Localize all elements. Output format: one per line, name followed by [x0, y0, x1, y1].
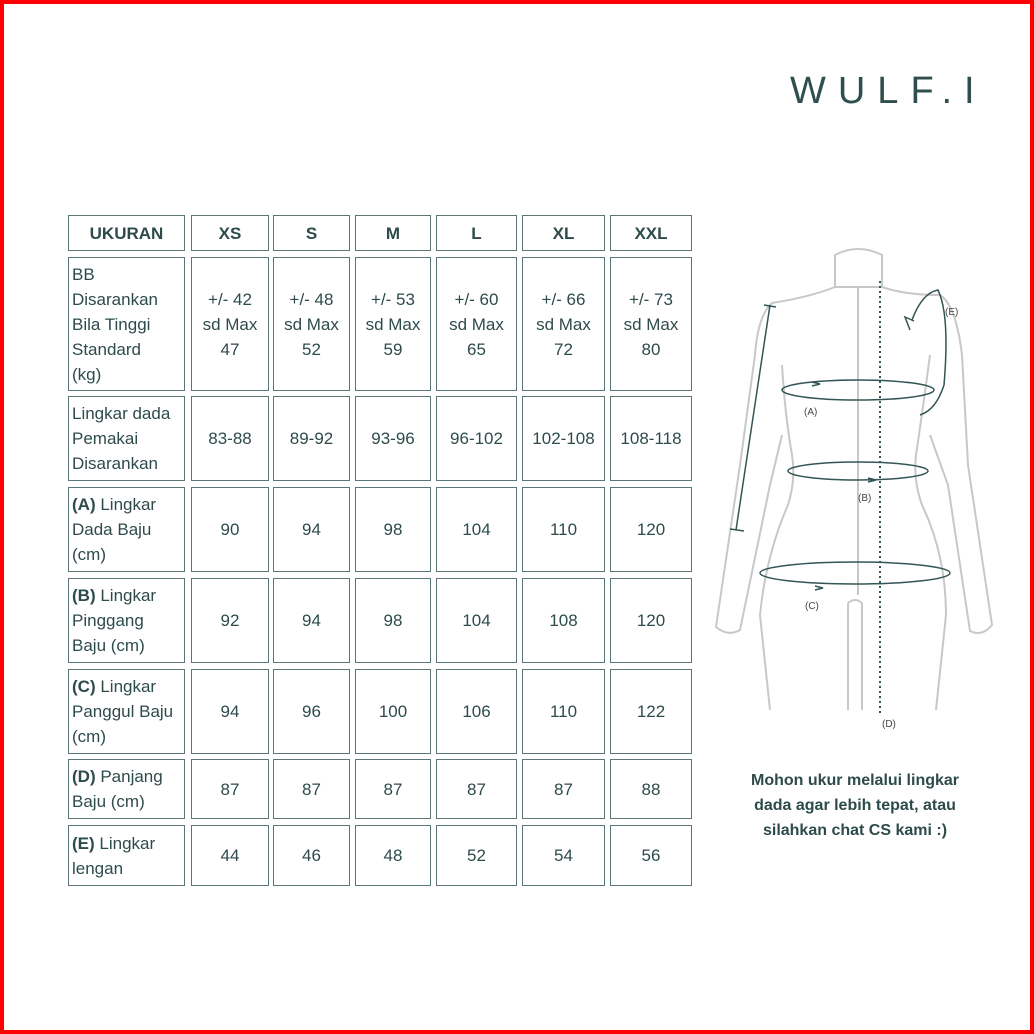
table-cell: [273, 487, 350, 572]
cell-value: 92: [220, 611, 240, 630]
table-cell: [522, 257, 605, 391]
table-cell: [522, 487, 605, 572]
header-size-xxl: XXL: [610, 215, 692, 251]
table-cell: [522, 396, 605, 481]
cell-value: 98: [383, 611, 403, 630]
table-cell: [273, 257, 350, 391]
table-cell: [273, 669, 350, 754]
table-cell: [355, 825, 431, 886]
row-label-text: Panjang Baju (cm): [72, 767, 163, 811]
table-cell: [355, 396, 431, 481]
table-cell: [522, 578, 605, 663]
cell-value: 90: [220, 520, 240, 539]
mannequin-diagram: [700, 235, 1010, 745]
table-cell: [610, 578, 692, 663]
table-cell: [522, 669, 605, 754]
header-size-xl: XL: [522, 215, 605, 251]
row-label-text: Lingkar Panggul Baju (cm): [72, 677, 174, 746]
cell-value: 48: [383, 846, 403, 865]
table-cell: [522, 825, 605, 886]
cell-value: 94: [302, 611, 321, 630]
measurement-note: Mohon ukur melalui lingkar dada agar lebih tepat, atau silahkan chat CS kami :): [750, 772, 960, 839]
table-cell: [273, 578, 350, 663]
marker-e-label: (E): [945, 307, 959, 318]
table-cell: [191, 578, 269, 663]
table-cell: [191, 759, 269, 819]
row-label-code: (C): [72, 677, 96, 696]
table-cell: [273, 396, 350, 481]
row-label-code: (B): [72, 586, 96, 605]
cell-value: +/- 60 sd Max 65: [449, 289, 504, 359]
cell-value: +/- 73 sd Max 80: [623, 289, 679, 359]
table-cell: [191, 669, 269, 754]
cell-value: 83-88: [208, 429, 252, 448]
cell-value: 52: [467, 846, 486, 865]
table-cell: [191, 825, 269, 886]
table-cell: [355, 487, 431, 572]
marker-b-label: (B): [858, 493, 872, 504]
table-cell: [355, 578, 431, 663]
row-label-code: (D): [72, 767, 96, 786]
row-label-text: BB Disarankan Bila Tinggi Standard (kg): [72, 264, 158, 384]
cell-value: 44: [220, 846, 240, 865]
header-size-s: S: [273, 215, 350, 251]
row-label-text: Lingkar lengan: [72, 833, 156, 878]
cell-value: 87: [302, 779, 321, 799]
row-label: [68, 669, 185, 754]
cell-value: 94: [220, 702, 240, 721]
row-label: [68, 759, 185, 819]
table-cell: [355, 669, 431, 754]
table-cell: [273, 759, 350, 819]
row-label: [68, 487, 185, 572]
cell-value: 88: [641, 779, 661, 799]
cell-value: 120: [636, 520, 666, 539]
table-cell: [436, 825, 517, 886]
header-size-xs: XS: [191, 215, 269, 251]
marker-d-label: (D): [882, 719, 896, 730]
table-cell: [273, 825, 350, 886]
cell-value: 110: [549, 702, 578, 721]
cell-value: 56: [641, 846, 661, 865]
cell-value: 87: [554, 779, 573, 799]
row-label-code: (E): [72, 833, 95, 853]
row-label-text: Lingkar Dada Baju (cm): [72, 495, 157, 564]
cell-value: +/- 66 sd Max 72: [536, 289, 591, 359]
cell-value: 94: [302, 520, 321, 539]
cell-value: 89-92: [289, 429, 334, 448]
table-cell: [355, 759, 431, 819]
row-label: [68, 825, 185, 886]
marker-a-label: (A): [804, 407, 818, 418]
cell-value: 104: [462, 520, 491, 539]
row-label-text: Lingkar Pinggang Baju (cm): [72, 586, 157, 655]
table-cell: [436, 257, 517, 391]
marker-c-label: (C): [805, 601, 819, 612]
table-cell: [610, 487, 692, 572]
row-label: [68, 578, 185, 663]
header-size-m: M: [355, 215, 431, 251]
table-cell: [610, 257, 692, 391]
cell-value: 108: [549, 611, 578, 630]
cell-value: +/- 42 sd Max 47: [202, 289, 258, 359]
table-cell: [191, 487, 269, 572]
table-cell: [522, 759, 605, 819]
cell-value: +/- 48 sd Max 52: [284, 289, 339, 359]
table-cell: [355, 257, 431, 391]
cell-value: 54: [554, 846, 573, 865]
table-cell: [610, 825, 692, 886]
cell-value: 46: [302, 846, 321, 865]
table-cell: [191, 396, 269, 481]
cell-value: 100: [378, 702, 408, 721]
row-label-code: (A): [72, 495, 96, 514]
brand-logo: WULF.I: [790, 70, 987, 112]
table-cell: [191, 257, 269, 391]
table-cell: [436, 396, 517, 481]
cell-value: 87: [467, 779, 486, 799]
cell-value: 110: [549, 520, 578, 539]
cell-value: 106: [462, 702, 491, 721]
cell-value: 104: [462, 611, 491, 630]
cell-value: 108-118: [620, 429, 682, 448]
table-cell: [610, 669, 692, 754]
table-cell: [610, 396, 692, 481]
table-cell: [436, 487, 517, 572]
cell-value: 98: [383, 520, 403, 539]
cell-value: 96: [302, 702, 321, 721]
cell-value: 102-108: [532, 429, 595, 448]
row-label-text: Lingkar dada Pemakai Disarankan: [72, 404, 171, 473]
header-size-l: L: [436, 215, 517, 251]
cell-value: 120: [636, 611, 666, 630]
cell-value: 96-102: [450, 429, 503, 448]
table-cell: [436, 578, 517, 663]
cell-value: 122: [636, 702, 666, 721]
table-cell: [436, 669, 517, 754]
cell-value: 87: [220, 779, 240, 799]
cell-value: 87: [383, 779, 403, 799]
cell-value: 93-96: [371, 429, 415, 448]
row-label: [68, 257, 185, 391]
table-cell: [610, 759, 692, 819]
cell-value: +/- 53 sd Max 59: [365, 289, 421, 359]
table-cell: [436, 759, 517, 819]
row-label: [68, 396, 185, 481]
header-ukuran: UKURAN: [68, 215, 185, 251]
